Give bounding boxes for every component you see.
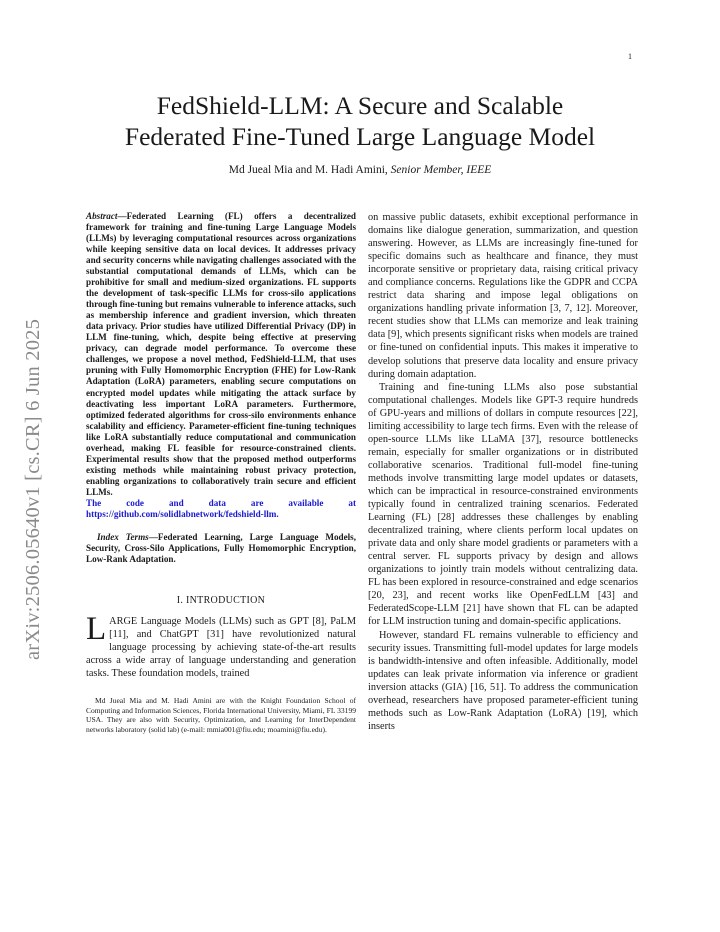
title-line-1: FedShield-LLM: A Secure and Scalable <box>156 91 564 120</box>
page-number: 1 <box>628 52 632 61</box>
abstract-text: —Federated Learning (FL) offers a decentralized framework for training and fine-tuning Large Language Models (LLMs) by leveraging computational resources across organizations while keeping sensitive data on local devices. It addresses privacy and security concerns while navigating challenges associated with the substantial computational demands of LLMs, which can be prohibitive for small and medium-sized organizations. FL supports the development of task-specific LLMs for cross-silo applications through fine-tuning but remains vulnerable to inference attacks, such as membership inference and gradient inversion, which threaten data privacy. Prior studies have utilized Differential Privacy (DP) in LLM fine-tuning, which, despite being effective at preserving privacy, can degrade model performance. To overcome these challenges, we propose a novel method, FedShield-LLM, that uses pruning with Fully Homomorphic Encryption (FHE) for Low-Rank Adaptation (LoRA) parameters, enabling secure computations on encrypted model updates while mitigating the attack surface by deactivating less important LoRA parameters. Furthermore, optimized federated algorithms for cross-silo environments enhance scalability and efficiency. Parameter-efficient fine-tuning techniques like LoRA substantially reduce computational and communication overhead, making FL feasible for resource-constrained clients. Experimental results show that the proposed method outperforms existing methods while maintaining robust privacy protection, enabling organizations to collaboratively train secure and efficient LLMs. <box>86 211 356 497</box>
body-paragraph: However, standard FL remains vulnerable to efficiency and security issues. Transmitting full-model updates for large models is bandwidth-intensive and often infeasible. Additionally, model updates can leak private information via inference or gradient inversion attacks (GIA) [16, 51]. To address the communication overhead, researchers have proposed parameter-efficient tuning methods such as Low-Rank Adaptation (LoRA) [19], which inserts <box>368 629 638 732</box>
author-names: Md Jueal Mia and M. Hadi Amini, <box>228 164 391 176</box>
author-role: Senior Member, IEEE <box>390 164 492 176</box>
index-terms-text: —Federated Learning, Large Language Models, Security, Cross-Silo Applications, Fully Homomorphic Encryption, Low-Rank Adaptation. <box>86 531 356 564</box>
drop-cap: L <box>86 610 107 647</box>
abstract-label: Abstract <box>86 211 118 221</box>
author-affiliation-footnote: Md Jueal Mia and M. Hadi Amini are with the Knight Foundation School of Computing and Information Sciences, Florida International University, Miami, FL 33199 USA. They are also with Security, Optimization, and Learning for InterDependent networks laboratory (solid lab) (e-mail: mmia001@fiu.edu; moamini@fiu.edu). <box>86 696 356 734</box>
left-column <box>86 211 356 735</box>
arxiv-identifier-stamp[interactable]: arXiv:2506.05640v1 [cs.CR] 6 Jun 2025 <box>22 318 44 660</box>
title-line-2: Federated Fine-Tuned Large Language Model <box>124 122 596 151</box>
section-heading-introduction: I. INTRODUCTION <box>176 594 266 606</box>
introduction-paragraph <box>86 610 356 680</box>
index-terms <box>86 532 356 565</box>
body-paragraph: on massive public datasets, exhibit exceptional performance in domains like dialogue generation, summarization, and question answering. However, as LLMs are increasingly fine-tuned for specific domains such as healthcare and finance, they must incorporate sensitive or proprietary data, raising critical privacy and compliance concerns. Regulations like the GDPR and CCPA restrict data sharing and impose legal obligations on organizations handling private information [3, 7, 12]. Moreover, recent studies show that LLMs can memorize and leak training data [9], which presents significant risks when models are trained or fine-tuned on confidential inputs. This makes it imperative to develop solutions that preserve data locality and ensure privacy during domain adaptation. <box>368 212 638 380</box>
abstract <box>86 211 356 498</box>
body-paragraph: Training and fine-tuning LLMs also pose substantial computational challenges. Models like GPT-3 require hundreds of GPU-years and millions of dollars in compute resources [22], limiting accessibility to large tech firms. Even with the release of open-source LLMs like LLaMA [37], resource bottlenecks remain, especially for smaller organizations or in distributed collaborative scenarios. Traditional full-model fine-tuning methods involve transmitting large model updates or datasets, which can be impractical in resource-constrained environments typically found in centralized training scenarios. Federated Learning (FL) [28] addresses these challenges by enabling decentralized training, where clients perform local updates on private data and only share model gradients or parameters with a central server. FL supports privacy by design and allows organizations to jointly train models without centralizing data. FL has been explored in resource-constrained and edge scenarios [20, 23], and recent works like OpenFedLLM [43] and FederatedScope-LLM [21] have shown that FL can be adapted for LLM instruction tuning and domain-specific applications. <box>368 381 638 628</box>
author-line <box>0 164 720 176</box>
introduction-text: ARGE Language Models (LLMs) such as GPT [8], PaLM [11], and ChatGPT [31] have revolutionized natural language processing by achieving state-of-the-art results across a wide array of language understanding and generation tasks. These foundation models, trained <box>86 615 356 680</box>
index-terms-label: Index Terms <box>97 531 149 542</box>
right-column <box>368 211 638 733</box>
code-availability-link[interactable]: The code and data are available at https://github.com/solidlabnetwork/fedshield-llm. <box>86 497 356 519</box>
paper-title <box>0 90 720 152</box>
